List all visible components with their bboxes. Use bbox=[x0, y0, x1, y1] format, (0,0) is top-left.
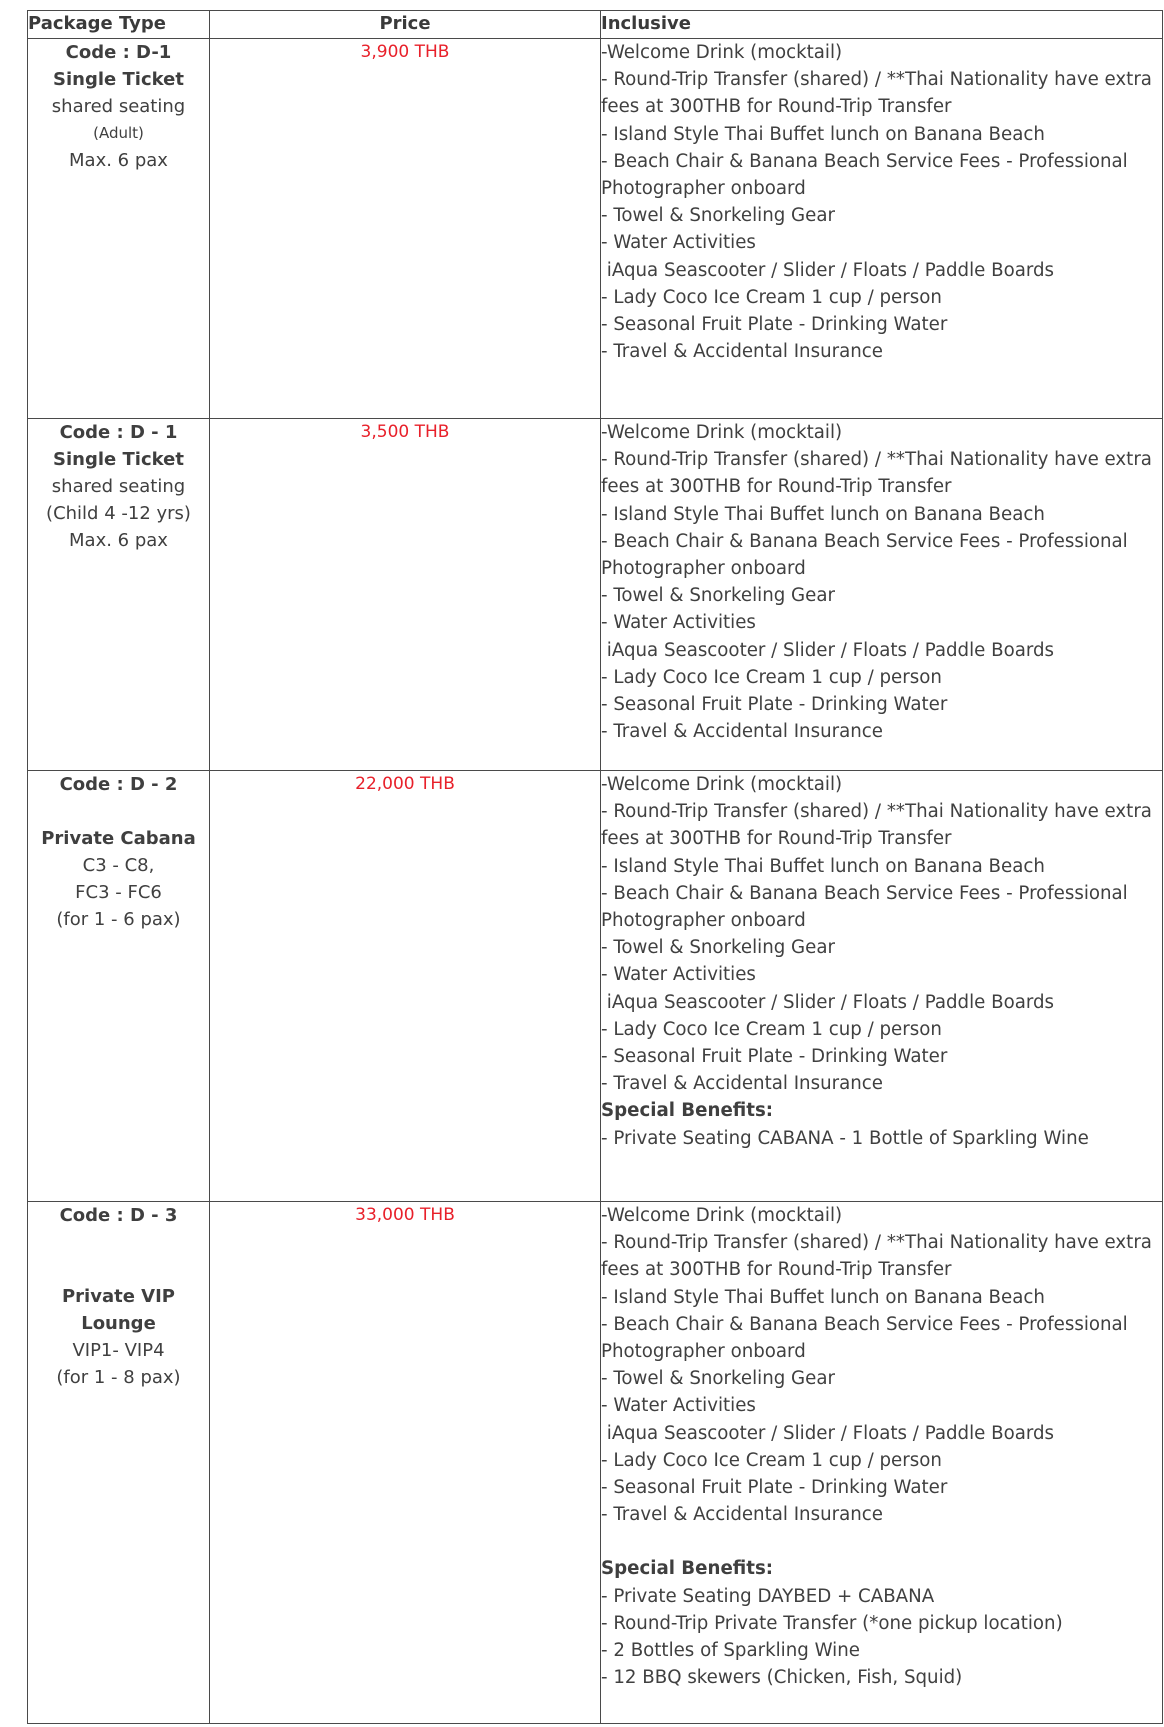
inclusive-item: - Round-Trip Transfer (shared) / **Thai Nationality have extra fees at 300THB for Round-Trip Transfer bbox=[601, 1232, 1152, 1281]
package-detail: Max. 6 pax bbox=[69, 150, 168, 171]
package-type-cell bbox=[28, 419, 210, 771]
inclusive-item: -Welcome Drink (mocktail) bbox=[601, 774, 843, 795]
inclusive-item: - Island Style Thai Buffet lunch on Banana Beach bbox=[601, 123, 1045, 145]
inclusive-item: - Seasonal Fruit Plate - Drinking Water bbox=[601, 694, 948, 716]
header-inclusive: Inclusive bbox=[601, 11, 1163, 39]
package-detail: VIP1- VIP4 bbox=[72, 1340, 165, 1361]
package-detail: (for 1 - 6 pax) bbox=[56, 909, 181, 930]
inclusive-item: - Round-Trip Transfer (shared) / **Thai Nationality have extra fees at 300THB for Round-Trip Transfer bbox=[601, 801, 1152, 850]
table-row bbox=[28, 419, 1163, 771]
package-detail: (for 1 - 8 pax) bbox=[56, 1367, 181, 1388]
package-table bbox=[27, 10, 1163, 1724]
inclusive-item: - Travel & Accidental Insurance bbox=[601, 1504, 883, 1526]
inclusive-item: - Water Activities bbox=[601, 964, 756, 986]
inclusive-item: - Lady Coco Ice Cream 1 cup / person bbox=[601, 1449, 942, 1471]
inclusive-item: - Beach Chair & Banana Beach Service Fees - Professional Photographer onboard bbox=[601, 150, 1128, 200]
inclusive-item: - Beach Chair & Banana Beach Service Fees - Professional Photographer onboard bbox=[601, 1313, 1128, 1363]
package-type-cell bbox=[28, 39, 210, 419]
package-name: Single Ticket bbox=[53, 69, 184, 90]
special-benefit-item: - Round-Trip Private Transfer (*one pickup location) bbox=[601, 1612, 1063, 1634]
inclusive-item: - Island Style Thai Buffet lunch on Banana Beach bbox=[601, 855, 1045, 877]
inclusive-item: - Island Style Thai Buffet lunch on Banana Beach bbox=[601, 1286, 1045, 1308]
inclusive-item: - Lady Coco Ice Cream 1 cup / person bbox=[601, 1018, 942, 1040]
package-type-cell bbox=[28, 771, 210, 1202]
inclusive-item: - Beach Chair & Banana Beach Service Fees - Professional Photographer onboard bbox=[601, 882, 1128, 932]
special-benefit-item: - Private Seating DAYBED + CABANA bbox=[601, 1585, 935, 1607]
package-name: Private Cabana bbox=[41, 828, 196, 849]
header-price: Price bbox=[210, 11, 601, 39]
package-name: Single Ticket bbox=[53, 449, 184, 470]
inclusive-item: iAqua Seascooter / Slider / Floats / Paddle Boards bbox=[601, 991, 1055, 1013]
package-code: Code : D - 3 bbox=[59, 1205, 178, 1226]
inclusive-item: - Round-Trip Transfer (shared) / **Thai Nationality have extra fees at 300THB for Round-Trip Transfer bbox=[601, 449, 1152, 498]
package-type-cell bbox=[28, 1202, 210, 1724]
table-row bbox=[28, 1202, 1163, 1724]
header-row bbox=[28, 11, 1163, 39]
special-benefits-title: Special Benefits: bbox=[601, 1100, 774, 1122]
table-row bbox=[28, 39, 1163, 419]
inclusive-item: - Island Style Thai Buffet lunch on Banana Beach bbox=[601, 503, 1045, 525]
package-name: Private VIP bbox=[61, 1286, 176, 1307]
inclusive-item: iAqua Seascooter / Slider / Floats / Paddle Boards bbox=[601, 259, 1055, 281]
special-benefit-item: - 12 BBQ skewers (Chicken, Fish, Squid) bbox=[601, 1667, 963, 1689]
inclusive-item: -Welcome Drink (mocktail) bbox=[601, 42, 843, 63]
package-detail: Max. 6 pax bbox=[69, 530, 168, 551]
package-name: Lounge bbox=[81, 1313, 156, 1334]
package-detail: shared seating bbox=[51, 476, 186, 497]
inclusive-cell bbox=[601, 419, 1163, 771]
inclusive-item: - Towel & Snorkeling Gear bbox=[601, 937, 835, 959]
inclusive-item: - Water Activities bbox=[601, 1395, 756, 1417]
table-row bbox=[28, 771, 1163, 1202]
inclusive-item: iAqua Seascooter / Slider / Floats / Paddle Boards bbox=[601, 639, 1055, 661]
inclusive-cell bbox=[601, 1202, 1163, 1724]
inclusive-item: - Round-Trip Transfer (shared) / **Thai Nationality have extra fees at 300THB for Round-Trip Transfer bbox=[601, 69, 1152, 118]
price-cell: 33,000 THB bbox=[210, 1202, 601, 1724]
price-cell: 3,500 THB bbox=[210, 419, 601, 771]
inclusive-item: iAqua Seascooter / Slider / Floats / Paddle Boards bbox=[601, 1422, 1055, 1444]
package-code: Code : D - 2 bbox=[59, 774, 178, 795]
price-cell: 3,900 THB bbox=[210, 39, 601, 419]
inclusive-item: - Travel & Accidental Insurance bbox=[601, 721, 883, 743]
package-detail: (Child 4 -12 yrs) bbox=[46, 503, 191, 524]
inclusive-item: - Towel & Snorkeling Gear bbox=[601, 585, 835, 607]
inclusive-cell bbox=[601, 39, 1163, 419]
inclusive-item: - Seasonal Fruit Plate - Drinking Water bbox=[601, 314, 948, 336]
inclusive-item: - Travel & Accidental Insurance bbox=[601, 1073, 883, 1095]
inclusive-item: - Towel & Snorkeling Gear bbox=[601, 205, 835, 227]
package-code: Code : D-1 bbox=[65, 42, 172, 63]
special-benefits-title: Special Benefits: bbox=[601, 1558, 774, 1580]
package-detail: shared seating bbox=[51, 96, 186, 117]
inclusive-item: - Travel & Accidental Insurance bbox=[601, 341, 883, 363]
inclusive-item: - Towel & Snorkeling Gear bbox=[601, 1368, 835, 1390]
package-detail: FC3 - FC6 bbox=[75, 882, 162, 903]
special-benefit-item: - 2 Bottles of Sparkling Wine bbox=[601, 1640, 860, 1662]
inclusive-item: - Seasonal Fruit Plate - Drinking Water bbox=[601, 1046, 948, 1068]
inclusive-item: - Beach Chair & Banana Beach Service Fees - Professional Photographer onboard bbox=[601, 530, 1128, 580]
package-code: Code : D - 1 bbox=[59, 422, 178, 443]
header-package-type: Package Type bbox=[28, 11, 210, 39]
inclusive-item: -Welcome Drink (mocktail) bbox=[601, 1205, 843, 1226]
price-cell: 22,000 THB bbox=[210, 771, 601, 1202]
package-detail: C3 - C8, bbox=[82, 855, 155, 876]
inclusive-item: - Seasonal Fruit Plate - Drinking Water bbox=[601, 1477, 948, 1499]
package-detail: (Adult) bbox=[93, 124, 144, 142]
special-benefit-item: - Private Seating CABANA - 1 Bottle of Sparkling Wine bbox=[601, 1127, 1089, 1149]
inclusive-item: - Lady Coco Ice Cream 1 cup / person bbox=[601, 286, 942, 308]
inclusive-item: -Welcome Drink (mocktail) bbox=[601, 422, 843, 443]
inclusive-cell bbox=[601, 771, 1163, 1202]
inclusive-item: - Water Activities bbox=[601, 232, 756, 254]
inclusive-item: - Water Activities bbox=[601, 612, 756, 634]
inclusive-item: - Lady Coco Ice Cream 1 cup / person bbox=[601, 666, 942, 688]
